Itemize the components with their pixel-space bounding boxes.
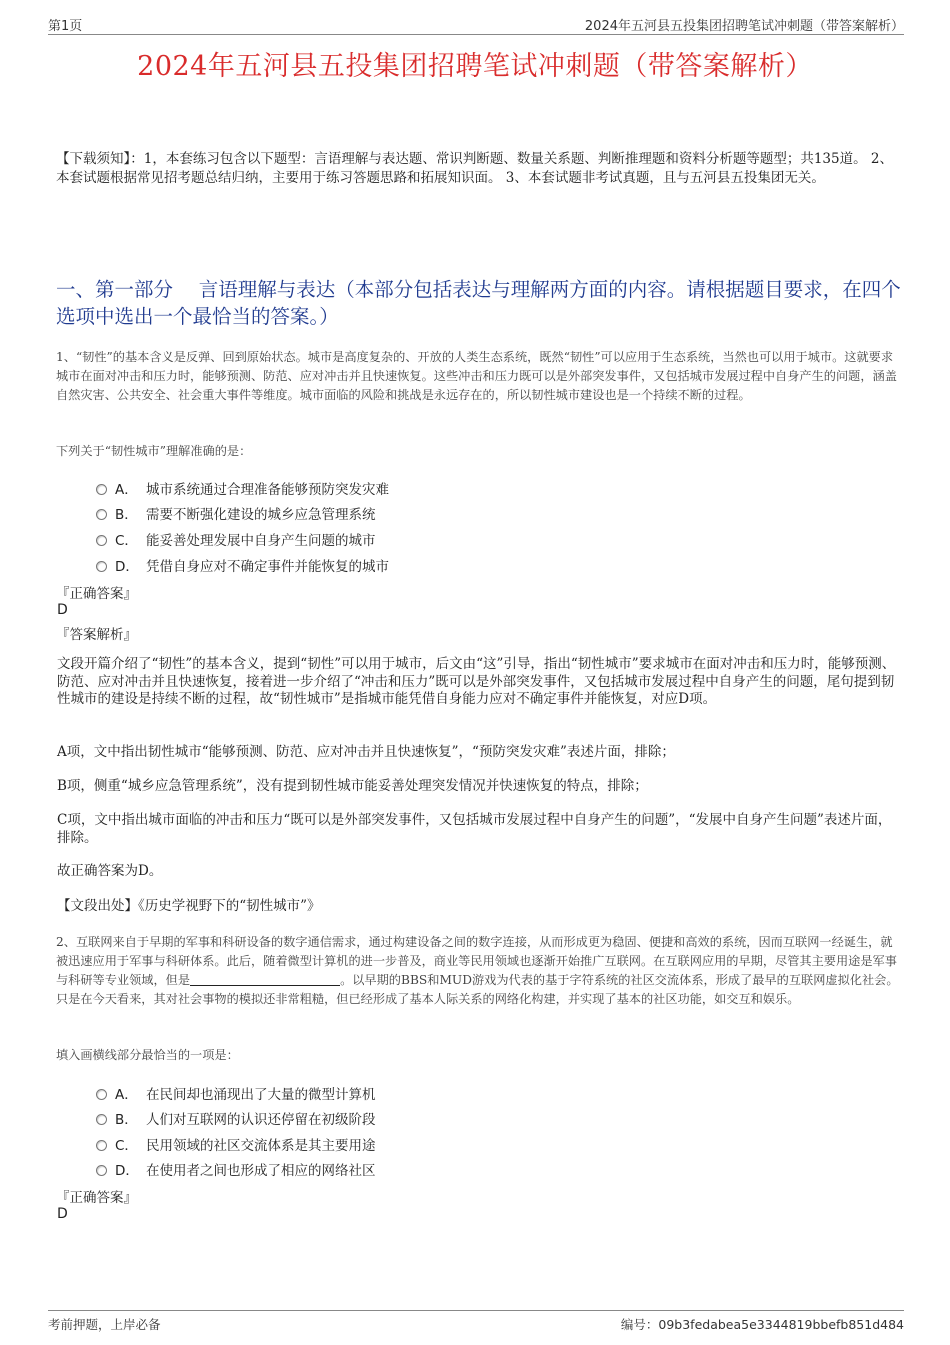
radio-icon[interactable] xyxy=(96,1140,107,1151)
q1-source: 【文段出处】《历史学视野下的“韧性城市”》 xyxy=(57,898,321,914)
page-number: 第1页 xyxy=(48,19,83,34)
document-title: 2024年五河县五投集团招聘笔试冲刺题（带答案解析） xyxy=(137,51,813,82)
header-doc-title: 2024年五河县五投集团招聘笔试冲刺题（带答案解析） xyxy=(584,19,904,34)
question-1-text: 1、“韧性”的基本含义是反弹、回到原始状态。城市是高度复杂的、开放的人类生态系统，既然“韧性”可以应用于生态系统，当然也可以用于城市。这就要求城市在面对冲击和压力时，能够预测、防范、应对冲击并且快速恢复。这些冲击和压力既可以是外部突发事件，又包括城市发展过程中自身产生的问题，涵盖自然灾害、公共安全、社会重大事件等维度。城市面临的风险和挑战是永远存在的，所以韧性城市建设也是一个持续不断的过程。 xyxy=(56,350,897,402)
radio-icon[interactable] xyxy=(96,1114,107,1125)
radio-icon[interactable] xyxy=(96,509,107,520)
page-header xyxy=(48,14,904,35)
radio-icon[interactable] xyxy=(96,561,107,572)
q2-answer-value: D xyxy=(57,1206,68,1222)
q1-analysis-option-b: B项，侧重“城乡应急管理系统”，没有提到韧性城市能妥善处理突发情况并快速恢复的特点，排除； xyxy=(57,778,648,794)
q2-option-b[interactable]: B． 人们对互联网的认识还停留在初级阶段 xyxy=(96,1108,376,1128)
q1-analysis-label: 『答案解析』 xyxy=(56,627,137,643)
download-notice: 【下载须知】：1，本套练习包含以下题型：言语理解与表达题、常识判断题、数量关系题、判断推理题和资料分析题等题型；共135道。 2、本套试题根据常见招考题总结归纳，主要用于练习答题思路和拓展知识面。 3、本套试题非考试真题，且与五河县五投集团无关。 xyxy=(56,151,893,186)
section-heading: 一、第一部分 言语理解与表达（本部分包括表达与理解两方面的内容。请根据题目要求，在四个选项中选出一个最恰当的答案。） xyxy=(56,278,901,328)
question-2-text: 2、互联网来自于早期的军事和科研设备的数字通信需求，通过构建设备之间的数字连接，从而形成更为稳固、便捷和高效的系统，因而互联网一经诞生，就被迅速应用于军事与科研体系。此后，随着微型计算机的进一步普及，商业等民用领域也逐渐开始推广互联网。在互联网应用的早期，尽管其主要用途是军事与科研等专业领域，但是 。以早期的BBS和MUD游戏为代表的基于字符系统的社区交流体系，形成了最早的互联网虚拟化社会。只是在今天看来，其对社会事物的模拟还非常粗糙，但已经形成了基本人际关系的网络化构建，并实现了基本的社区功能，如交互和娱乐。 xyxy=(56,935,899,1006)
question-2-prompt: 填入画横线部分最恰当的一项是： xyxy=(56,1048,239,1062)
radio-icon[interactable] xyxy=(96,484,107,495)
q2-option-a[interactable]: A． 在民间却也涌现出了大量的微型计算机 xyxy=(96,1083,376,1103)
q2-option-d[interactable]: D． 在使用者之间也形成了相应的网络社区 xyxy=(96,1159,376,1179)
q1-answer-value: D xyxy=(57,602,68,618)
q1-analysis-option-a: A项，文中指出韧性城市“能够预测、防范、应对冲击并且快速恢复”，“预防突发灾难”表述片面，排除； xyxy=(57,744,675,760)
q2-answer-label: 『正确答案』 xyxy=(56,1190,137,1206)
fill-blank xyxy=(190,973,340,986)
radio-icon[interactable] xyxy=(96,1165,107,1176)
radio-icon[interactable] xyxy=(96,1089,107,1100)
q1-answer-label: 『正确答案』 xyxy=(56,586,137,602)
q1-analysis-option-c: C项，文中指出城市面临的冲击和压力“既可以是外部突发事件，又包括城市发展过程中自身产生的问题”，“发展中自身产生问题”表述片面，排除。 xyxy=(57,812,892,846)
page-footer xyxy=(48,1310,904,1333)
question-1-prompt: 下列关于“韧性城市”理解准确的是： xyxy=(56,444,252,458)
q2-option-c[interactable]: C． 民用领域的社区交流体系是其主要用途 xyxy=(96,1134,376,1154)
q1-option-c[interactable]: C． 能妥善处理发展中自身产生问题的城市 xyxy=(96,529,376,549)
footer-serial: 编号：09b3fedabea5e3344819bbefb851d484 xyxy=(620,1317,904,1332)
q1-option-d[interactable]: D． 凭借自身应对不确定事件并能恢复的城市 xyxy=(96,555,389,575)
q1-analysis-conclusion: 故正确答案为D。 xyxy=(57,863,163,879)
radio-icon[interactable] xyxy=(96,535,107,546)
q1-option-b[interactable]: B． 需要不断强化建设的城乡应急管理系统 xyxy=(96,503,376,523)
footer-slogan: 考前押题，上岸必备 xyxy=(48,1317,161,1332)
q1-analysis-paragraph: 文段开篇介绍了“韧性”的基本含义，提到“韧性”可以用于城市，后文由“这”引导，指出“韧性城市”要求城市在面对冲击和压力时，能够预测、防范、应对冲击并且快速恢复，接着进一步介绍了“冲击和压力”既可以是外部突发事件，又包括城市发展过程中自身产生的问题，尾句提到韧性城市的建设是持续不断的过程，故“韧性城市”是指城市能凭借自身能力应对不确定事件并能恢复，对应D项。 xyxy=(57,656,896,707)
q1-option-a[interactable]: A． 城市系统通过合理准备能够预防突发灾难 xyxy=(96,478,389,498)
